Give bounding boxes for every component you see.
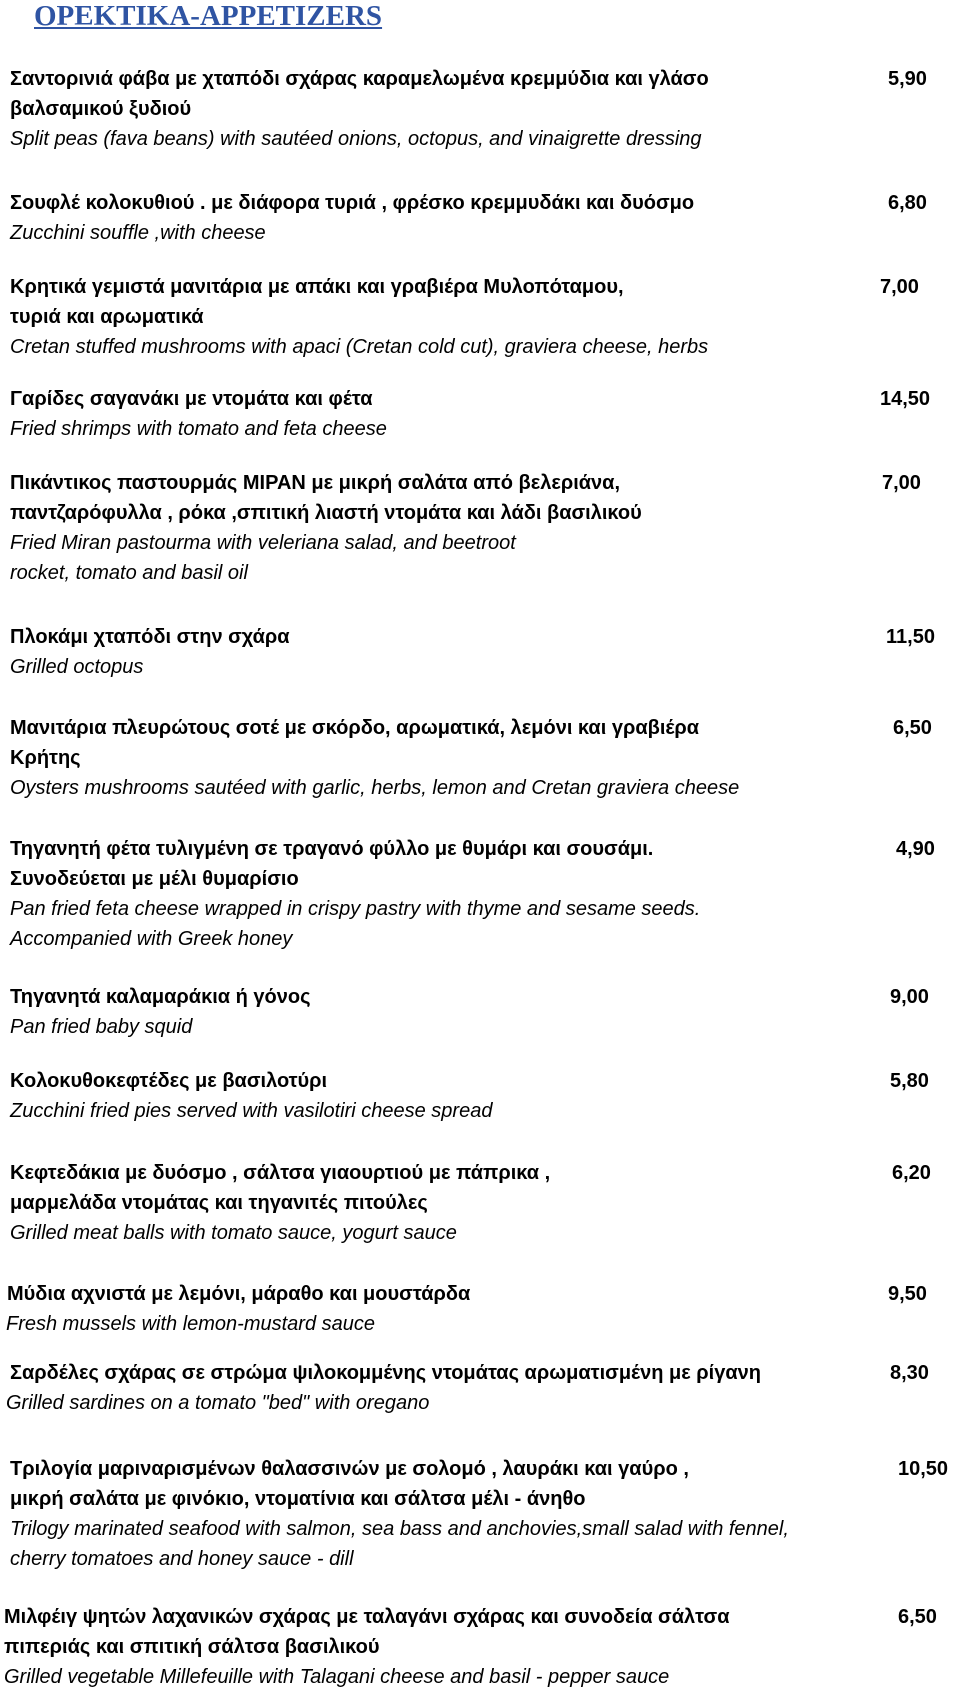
dish-description-english: Zucchini souffle ,with cheese [10,222,266,244]
dish-description-english: cherry tomatoes and honey sauce - dill [10,1548,354,1570]
dish-name-greek: Κεφτεδάκια με δυόσμο , σάλτσα γιαουρτιού με πάπρικα , [10,1162,551,1184]
dish-price: 6,80 [888,192,927,214]
dish-description-english: Trilogy marinated seafood with salmon, sea bass and anchovies,small salad with fennel, [10,1518,789,1540]
dish-name-greek: Σουφλέ κολοκυθιού . με διάφορα τυριά , φρέσκο κρεμμυδάκι και δυόσμο [10,192,695,214]
dish-price: 9,00 [890,986,929,1008]
dish-name-greek: πιπεριάς και σπιτική σάλτσα βασιλικού [4,1636,380,1658]
dish-description-english: Grilled sardines on a tomato "bed" with oregano [6,1392,430,1414]
dish-price: 5,90 [888,68,927,90]
dish-description-english: Split peas (fava beans) with sautéed onions, octopus, and vinaigrette dressing [10,128,702,150]
dish-price: 11,50 [886,626,935,648]
dish-name-greek: Πλοκάμι χταπόδι στην σχάρα [10,626,290,648]
dish-name-greek: παντζαρόφυλλα , ρόκα ,σπιτική λιαστή ντομάτα και λάδι βασιλικού [10,502,642,524]
dish-name-greek: Γαρίδες σαγανάκι με ντομάτα και φέτα [10,388,373,410]
dish-name-greek: τυριά και αρωματικά [10,306,204,328]
dish-name-greek: Τριλογία μαριναρισμένων θαλασσινών με σολομό , λαυράκι και γαύρο , [10,1458,689,1480]
dish-description-english: Fried Miran pastourma with veleriana salad, and beetroot [10,532,516,554]
dish-description-english: Fried shrimps with tomato and feta cheese [10,418,387,440]
dish-price: 7,00 [882,472,921,494]
dish-description-english: Accompanied with Greek honey [10,928,293,950]
dish-price: 7,00 [880,276,919,298]
dish-description-english: Fresh mussels with lemon-mustard sauce [6,1313,376,1335]
dish-price: 14,50 [880,388,931,410]
dish-price: 9,50 [888,1283,927,1305]
dish-description-english: Grilled meat balls with tomato sauce, yogurt sauce [10,1222,457,1244]
dish-name-greek: Σαρδέλες σχάρας σε στρώμα ψιλοκομμένης ντομάτας αρωματισμένη με ρίγανη [10,1362,761,1384]
dish-name-greek: Κρήτης [10,747,81,769]
dish-description-english: rocket, tomato and basil oil [10,562,248,584]
dish-price: 6,50 [893,717,932,739]
page-title: ΟΡΕΚΤΙΚΑ-APPETIZERS [34,0,383,32]
dish-name-greek: βαλσαμικού ξυδιού [10,98,192,120]
dish-description-english: Oysters mushrooms sautéed with garlic, herbs, lemon and Cretan graviera cheese [10,777,740,799]
dish-price: 6,50 [898,1606,937,1628]
dish-name-greek: Πικάντικος παστουρμάς ΜΙΡΑΝ με μικρή σαλάτα από βελεριάνα, [10,472,621,494]
dish-description-english: Cretan stuffed mushrooms with apaci (Cretan cold cut), graviera cheese, herbs [10,336,709,358]
dish-description-english: Grilled octopus [10,656,144,678]
dish-price: 4,90 [896,838,935,860]
dish-name-greek: Τηγανητά καλαμαράκια ή γόνος [10,986,311,1008]
dish-name-greek: Μιλφέιγ ψητών λαχανικών σχάρας με ταλαγάνι σχάρας και συνοδεία σάλτσα [4,1606,730,1628]
dish-name-greek: Συνοδεύεται με μέλι θυμαρίσιο [10,868,299,890]
dish-name-greek: Σαντορινιά φάβα με χταπόδι σχάρας καραμελωμένα κρεμμύδια και γλάσο [10,68,709,90]
dish-name-greek: Κολοκυθοκεφτέδες με βασιλοτύρι [10,1070,328,1092]
dish-price: 6,20 [892,1162,931,1184]
dish-description-english: Grilled vegetable Millefeuille with Talagani cheese and basil - pepper sauce [4,1666,670,1688]
dish-name-greek: Μανιτάρια πλευρώτους σοτέ με σκόρδο, αρωματικά, λεμόνι και γραβιέρα [10,717,700,739]
dish-price: 8,30 [890,1362,929,1384]
dish-name-greek: μικρή σαλάτα με φινόκιο, ντοματίνια και σάλτσα μέλι - άνηθο [10,1488,586,1510]
dish-name-greek: Μύδια αχνιστά με λεμόνι, μάραθο και μουστάρδα [7,1283,471,1305]
dish-price: 10,50 [898,1458,949,1480]
dish-description-english: Pan fried baby squid [10,1016,193,1038]
dish-name-greek: Κρητικά γεμιστά μανιτάρια με απάκι και γραβιέρα Μυλοπόταμου, [10,276,624,298]
dish-description-english: Pan fried feta cheese wrapped in crispy pastry with thyme and sesame seeds. [10,898,701,920]
dish-name-greek: μαρμελάδα ντομάτας και τηγανιτές πιτούλες [10,1192,428,1214]
dish-name-greek: Τηγανητή φέτα τυλιγμένη σε τραγανό φύλλο με θυμάρι και σουσάμι. [10,838,654,860]
dish-description-english: Zucchini fried pies served with vasilotiri cheese spread [10,1100,493,1122]
dish-price: 5,80 [890,1070,929,1092]
